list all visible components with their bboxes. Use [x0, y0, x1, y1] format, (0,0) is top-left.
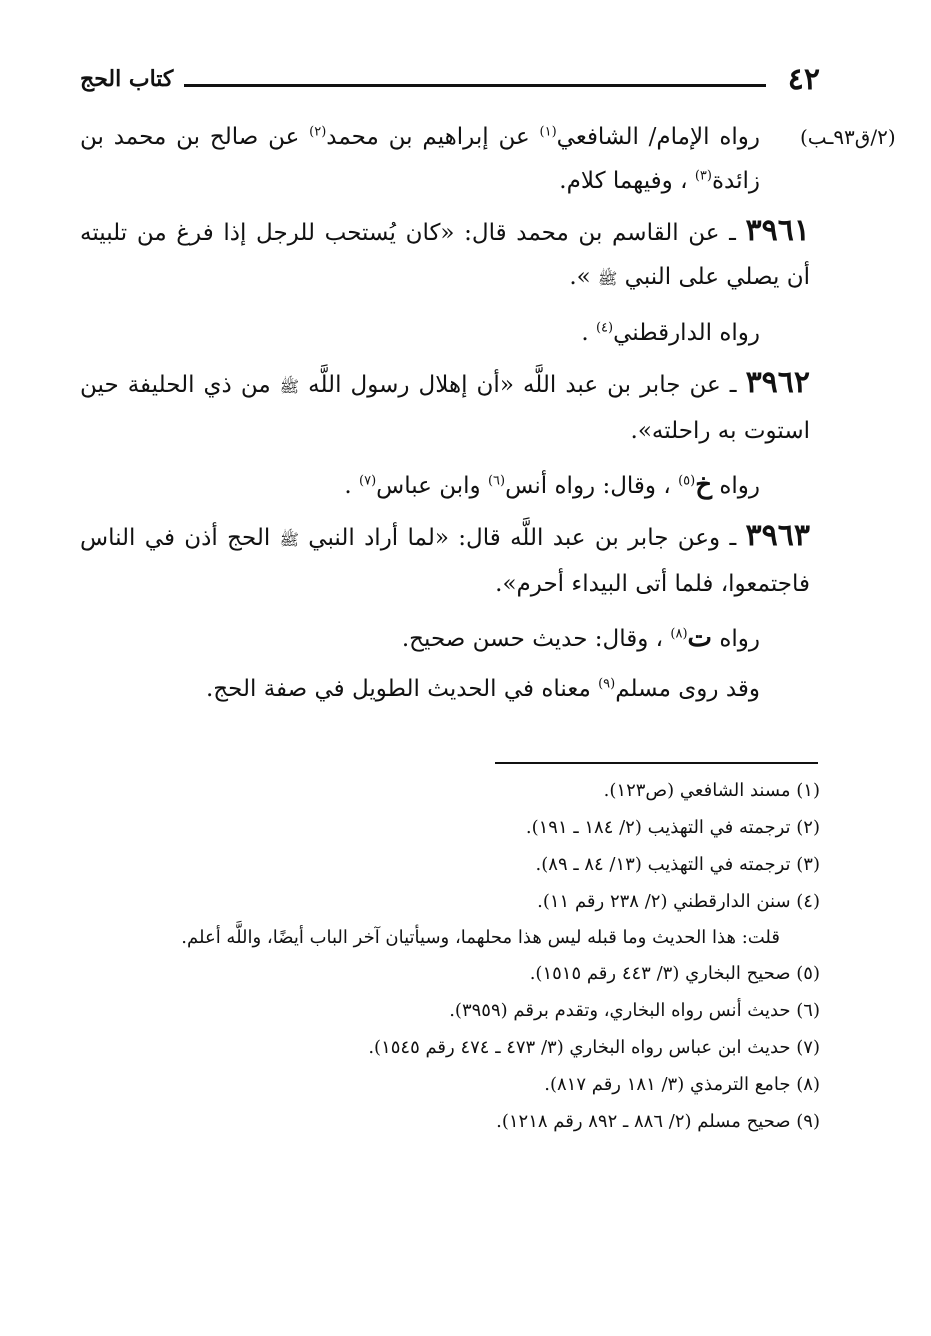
text-run: معناه في الحديث الطويل في صفة الحج. — [205, 676, 599, 702]
narration-muslim — [80, 667, 810, 711]
footnote-ref: (١) — [539, 124, 557, 140]
text-run: عن إبراهيم بن محمد — [326, 124, 540, 150]
footnote-comment: قلت: هذا الحديث وما قبله ليس هذا محلهما، وسيأتيان آخر الباب أيضًا، واللَّه أعلم. — [181, 927, 780, 948]
hadith-3962 — [80, 361, 810, 453]
footnote-ref: (٧) — [359, 473, 377, 489]
salla-glyph: ﷺ — [598, 269, 618, 288]
text-run: ـ وعن جابر بن عبد اللَّه قال: «لما أراد النبي — [298, 525, 746, 551]
footnote-ref: (٤) — [595, 320, 614, 336]
narration-3963 — [80, 616, 810, 661]
text-run: . — [581, 320, 596, 346]
text-run: . — [344, 473, 360, 499]
source-symbol: ت — [687, 623, 713, 653]
text-run: ، وفيهما كلام. — [559, 168, 695, 194]
text-run: عن صالح بن محمد بن زائدة — [80, 124, 760, 194]
header-rule — [184, 84, 766, 87]
text-run: من ذي الحليفة حين استوت به راحلته». — [80, 372, 810, 444]
footnote: (٧) حديث ابن عباس رواه البخاري (٣/ ٤٧٣ ـ ٤٧٤ رقم ١٥٤٥). — [368, 1037, 820, 1058]
footnote-ref: (٢) — [309, 124, 327, 140]
main-text — [80, 115, 810, 717]
salla-glyph: ﷺ — [279, 530, 299, 549]
footnote: (٩) صحيح مسلم (٢/ ٨٨٦ ـ ٨٩٢ رقم ١٢١٨). — [496, 1111, 820, 1132]
footnote-ref: (٨) — [670, 626, 688, 642]
footnote: (٣) ترجمته في التهذيب (١٣/ ٨٤ ـ ٨٩). — [535, 854, 820, 875]
text-run: الحج أذن في الناس فاجتمعوا، فلما أتى البيداء أحرم». — [80, 525, 810, 597]
text-run: ـ عن جابر بن عبد اللَّه «أن إهلال رسول اللَّه — [299, 372, 746, 398]
salla-glyph: ﷺ — [279, 377, 300, 396]
footnote: (٤) سنن الدارقطني (٢/ ٢٣٨ رقم ١١). — [537, 891, 820, 912]
hadith-number: ٣٩٦٢ — [745, 365, 811, 400]
source-symbol: خ — [695, 470, 713, 500]
footnote-ref: (٥) — [678, 473, 696, 489]
manuscript-folio-note: (٢/ق٩٣ـب) — [800, 125, 896, 149]
hadith-number: ٣٩٦١ — [745, 213, 810, 248]
text-run: رواه الإمام/ الشافعي — [556, 124, 760, 150]
text-run: ». — [569, 264, 599, 290]
footnote-separator — [495, 762, 818, 764]
text-run: ، وقال: حديث حسن صحيح. — [401, 626, 671, 652]
footnote: (٨) جامع الترمذي (٣/ ١٨١ رقم ٨١٧). — [544, 1074, 820, 1095]
text-run: ، وقال: رواه أنس — [505, 473, 679, 499]
narration-3962 — [80, 463, 810, 508]
footnote: (٦) حديث أنس رواه البخاري، وتقدم برقم (٣٩٥٩). — [449, 1000, 820, 1021]
page-number: ٤٢ — [787, 62, 820, 97]
page-header — [80, 62, 820, 102]
paragraph-shafii — [80, 115, 810, 203]
text-run: رواه — [712, 473, 760, 499]
footnote: (١) مسند الشافعي (ص١٢٣). — [603, 780, 820, 801]
footnote-ref: (٩) — [598, 676, 616, 692]
footnote-ref: (٦) — [487, 473, 506, 489]
text-run: رواه الدارقطني — [613, 320, 760, 346]
text-run: وقد روى مسلم — [615, 676, 760, 702]
text-run: وابن عباس — [376, 473, 488, 499]
book-title: كتاب الحج — [80, 66, 174, 92]
text-run: رواه — [712, 626, 760, 652]
text-run: ـ عن القاسم بن محمد قال: «كان يُستحب للرجل إذا فرغ من تلبيته أن يصلي على النبي — [80, 220, 810, 290]
narration-3961 — [80, 311, 810, 355]
footnote: (٢) ترجمته في التهذيب (٢/ ١٨٤ ـ ١٩١). — [525, 817, 820, 838]
hadith-3961 — [80, 209, 810, 301]
footnote-ref: (٣) — [694, 168, 712, 184]
footnotes — [80, 772, 820, 1140]
footnote: (٥) صحيح البخاري (٣/ ٤٤٣ رقم ١٥١٥). — [529, 963, 820, 984]
hadith-number: ٣٩٦٣ — [745, 518, 810, 553]
hadith-3963 — [80, 514, 810, 606]
